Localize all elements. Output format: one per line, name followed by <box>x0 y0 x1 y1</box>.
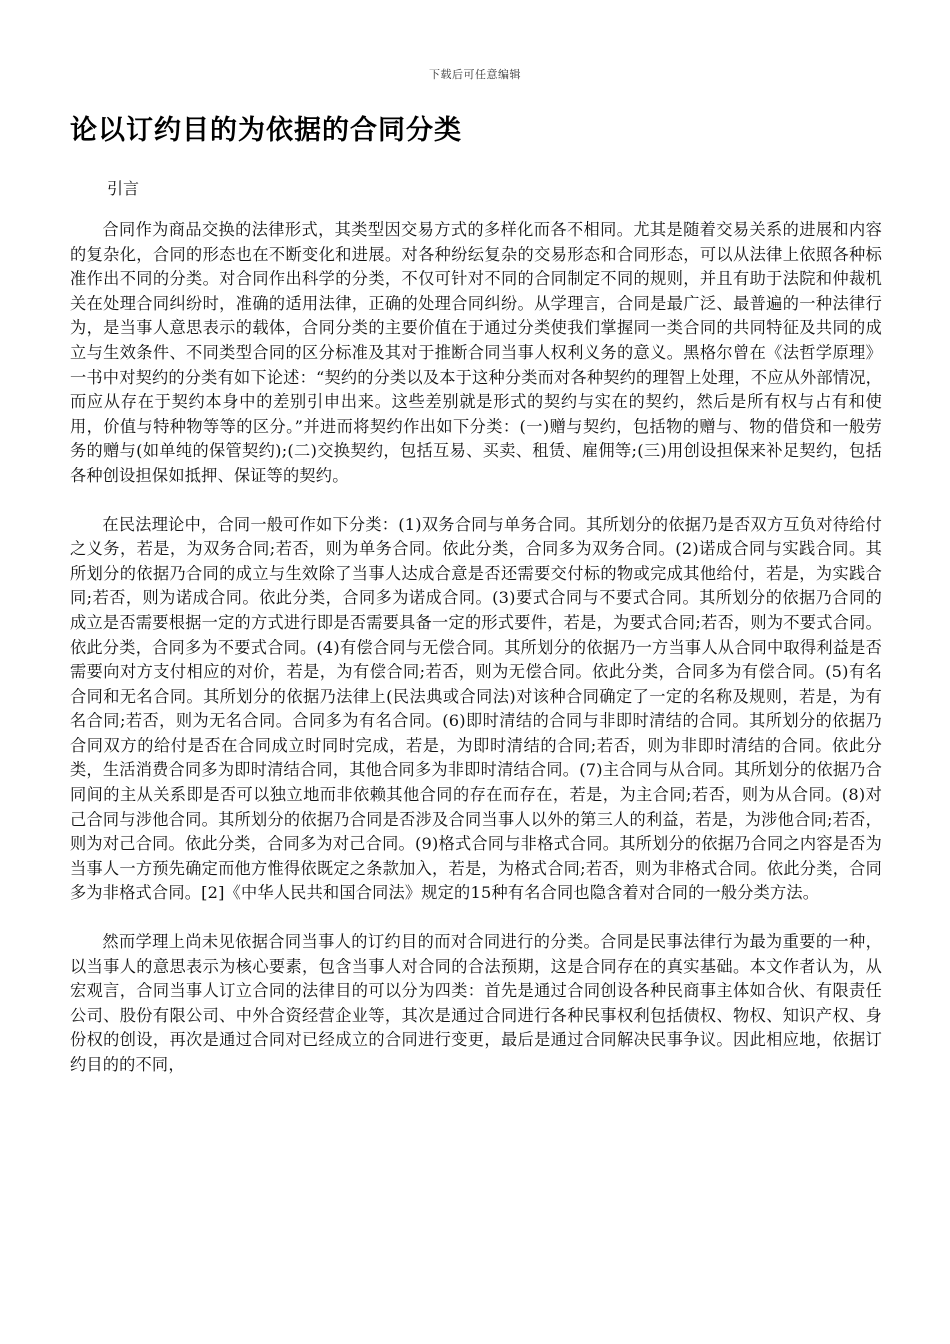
document-title: 论以订约目的为依据的合同分类 <box>70 115 462 146</box>
paragraph-3: 然而学理上尚未见依据合同当事人的订约目的而对合同进行的分类。合同是民事法律行为最为重要的一种，以当事人的意思表示为核心要素，包含当事人对合同的合法预期，这是合同存在的真实基础。本文作者认为，从宏观言，合同当事人订立合同的法律目的可以分为四类：首先是通过合同创设各种民商事主体如合伙、有限责任公司、股份有限公司、中外合资经营企业等，其次是通过合同进行各种民事权利包括债权、物权、知识产权、身份权的创设，再次是通过合同对已经成立的合同进行变更，最后是通过合同解决民事争议。因此相应地，依据订约目的的不同， <box>70 932 882 1074</box>
paragraph-1: 合同作为商品交换的法律形式，其类型因交易方式的多样化而各不相同。尤其是随着交易关系的进展和内容的复杂化，合同的形态也在不断变化和进展。对各种纷纭复杂的交易形态和合同形态，可以从法律上依照各种标准作出不同的分类。对合同作出科学的分类，不仅可针对不同的合同制定不同的规则，并且有助于法院和仲裁机关在处理合同纠纷时，准确的适用法律，正确的处理合同纠纷。从学理言，合同是最广泛、最普遍的一种法律行为，是当事人意思表示的载体，合同分类的主要价值在于通过分类使我们掌握同一类合同的共同特征及共同的成立与生效条件、不同类型合同的区分标准及其对于推断合同当事人权利义务的意义。黑格尔曾在《法哲学原理》一书中对契约的分类有如下论述：“契约的分类以及本于这种分类而对各种契约的理智上处理，不应从外部情况，而应从存在于契约本身中的差别引申出来。这些差别就是形式的契约与实在的契约，然后是所有权与占有和使用，价值与特种物等等的区分。”并进而将契约作出如下分类：(一)赠与契约，包括物的赠与、物的借贷和一般劳务的赠与(如单纯的保管契约);(二)交换契约，包括互易、买卖、租赁、雇佣等;(三)用创设担保来补足契约，包括各种创设担保如抵押、保证等的契约。 <box>70 220 882 485</box>
header-note: 下载后可任意编辑 <box>429 68 521 81</box>
intro-heading: 引言 <box>107 179 140 198</box>
document-body <box>70 218 882 1102</box>
paragraph-2: 在民法理论中，合同一般可作如下分类：(1)双务合同与单务合同。其所划分的依据乃是否双方互负对待给付之义务，若是，为双务合同;若否，则为单务合同。依此分类，合同多为双务合同。(2)诺成合同与实践合同。其所划分的依据乃合同的成立与生效除了当事人达成合意是否还需要交付标的物或完成其他给付，若是，为实践合同;若否，则为诺成合同。依此分类，合同多为诺成合同。(3)要式合同与不要式合同。其所划分的依据乃合同的成立是否需要根据一定的方式进行即是否需要具备一定的形式要件，若是，为要式合同;若否，则为不要式合同。依此分类，合同多为不要式合同。(4)有偿合同与无偿合同。其所划分的依据乃一方当事人从合同中取得利益是否需要向对方支付相应的对价，若是，为有偿合同;若否，则为无偿合同。依此分类，合同多为有偿合同。(5)有名合同和无名合同。其所划分的依据乃法律上(民法典或合同法)对该种合同确定了一定的名称及规则，若是，为有名合同;若否，则为无名合同。合同多为有名合同。(6)即时清结的合同与非即时清结的合同。其所划分的依据乃合同双方的给付是否在合同成立时同时完成，若是，为即时清结的合同;若否，则为非即时清结的合同。依此分类，生活消费合同多为即时清结合同，其他合同多为非即时清结合同。(7)主合同与从合同。其所划分的依据乃合同间的主从关系即是否可以独立地而非依赖其他合同的存在而存在，若是，为主合同;若否，则为从合同。(8)对己合同与涉他合同。其所划分的依据乃合同是否涉及合同当事人以外的第三人的利益，若是，为涉他合同;若否，则为对己合同。依此分类，合同多为对己合同。(9)格式合同与非格式合同。其所划分的依据乃合同之内容是否为当事人一方预先确定而他方惟得依既定之条款加入，若是，为格式合同;若否，则为非格式合同。依此分类，合同多为非格式合同。[2]《中华人民共和国合同法》规定的15种有名合同也隐含着对合同的一般分类方法。 <box>70 514 882 903</box>
